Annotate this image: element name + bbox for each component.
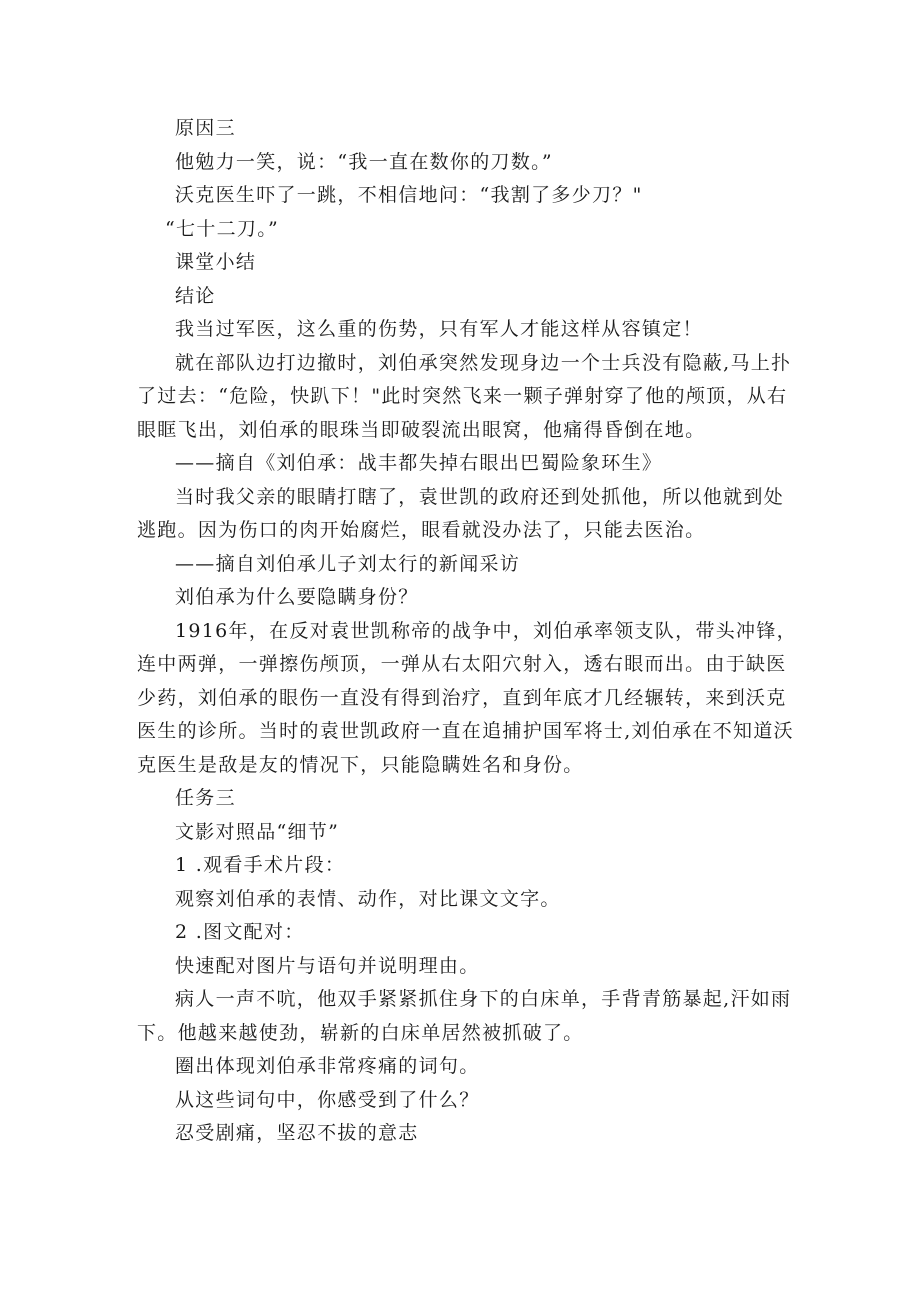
step-image-text-match: 2 .图文配对： — [175, 921, 305, 943]
heading-reason-three: 原因三 — [175, 117, 236, 139]
paragraph-father-eye: 当时我父亲的眼睛打瞎了，袁世凯的政府还到处抓他，所以他就到处逃跑。因为伤口的肉开始腐烂，眼看就没办法了，只能去医治。 — [137, 485, 785, 541]
step-watch-surgery: 1 .观看手术片段： — [175, 854, 346, 876]
document-body — [137, 112, 797, 1151]
citation-fengdu: ——摘自《刘伯承：战丰都失掉右眼出巴蜀险象环生》 — [175, 452, 663, 474]
question-hide-identity: 刘伯承为什么要隐瞒身份？ — [175, 586, 419, 608]
paragraph-retreat: 就在部队边打边撤时，刘伯承突然发现身边一个士兵没有隐蔽,马上扑了过去：“危险，快趴下！"此时突然飞来一颗子弹射穿了他的颅顶，从右眼眶飞出，刘伯承的眼珠当即破裂流出眼窝，他痛得昏倒在地。 — [137, 351, 792, 441]
paragraph-doctor-asks: 沃克医生吓了一跳，不相信地问：“我割了多少刀？" — [175, 184, 643, 206]
heading-task-three: 任务三 — [175, 787, 236, 809]
paragraph-observe: 观察刘伯承的表情、动作，对比课文文字。 — [175, 887, 561, 910]
heading-text-film-details: 文影对照品“细节” — [175, 820, 340, 843]
paragraph-1916: 1916年，在反对袁世凯称帝的战争中，刘伯承率领支队，带头冲锋，连中两弹，一弹擦伤颅顶，一弹从右太阳穴射入，透右眼而出。由于缺医少药，刘伯承的眼伤一直没有得到治疗，直到年底才几经辗转，来到沃克医生的诊所。当时的袁世凯政府一直在追捕护国军将士,刘伯承在不知道沃克医生是敌是友的情况下，只能隐瞒姓名和身份。 — [137, 619, 797, 776]
answer-will: 忍受剧痛，坚忍不拔的意志 — [175, 1122, 419, 1144]
citation-interview: ——摘自刘伯承儿子刘太行的新闻采访 — [175, 552, 521, 575]
paragraph-smile: 他勉力一笑，说：“我一直在数你的刀数。” — [175, 150, 553, 173]
paragraph-patient-silent: 病人一声不吭，他双手紧紧抓住身下的白床单，手背青筋暴起,汗如雨下。他越来越使劲，崭新的白床单居然被抓破了。 — [137, 988, 792, 1044]
paragraph-circle-words: 圈出体现刘伯承非常疼痛的词句。 — [175, 1055, 480, 1077]
question-what-feel: 从这些词句中，你感受到了什么？ — [175, 1088, 480, 1111]
heading-conclusion: 结论 — [175, 284, 216, 307]
paragraph-seventy-two: “七十二刀。” — [165, 217, 280, 240]
paragraph-army-doctor: 我当过军医，这么重的伤势，只有军人才能这样从容镇定！ — [175, 318, 703, 340]
heading-class-summary: 课堂小结 — [175, 251, 257, 273]
paragraph-quick-match: 快速配对图片与语句并说明理由。 — [175, 954, 480, 977]
